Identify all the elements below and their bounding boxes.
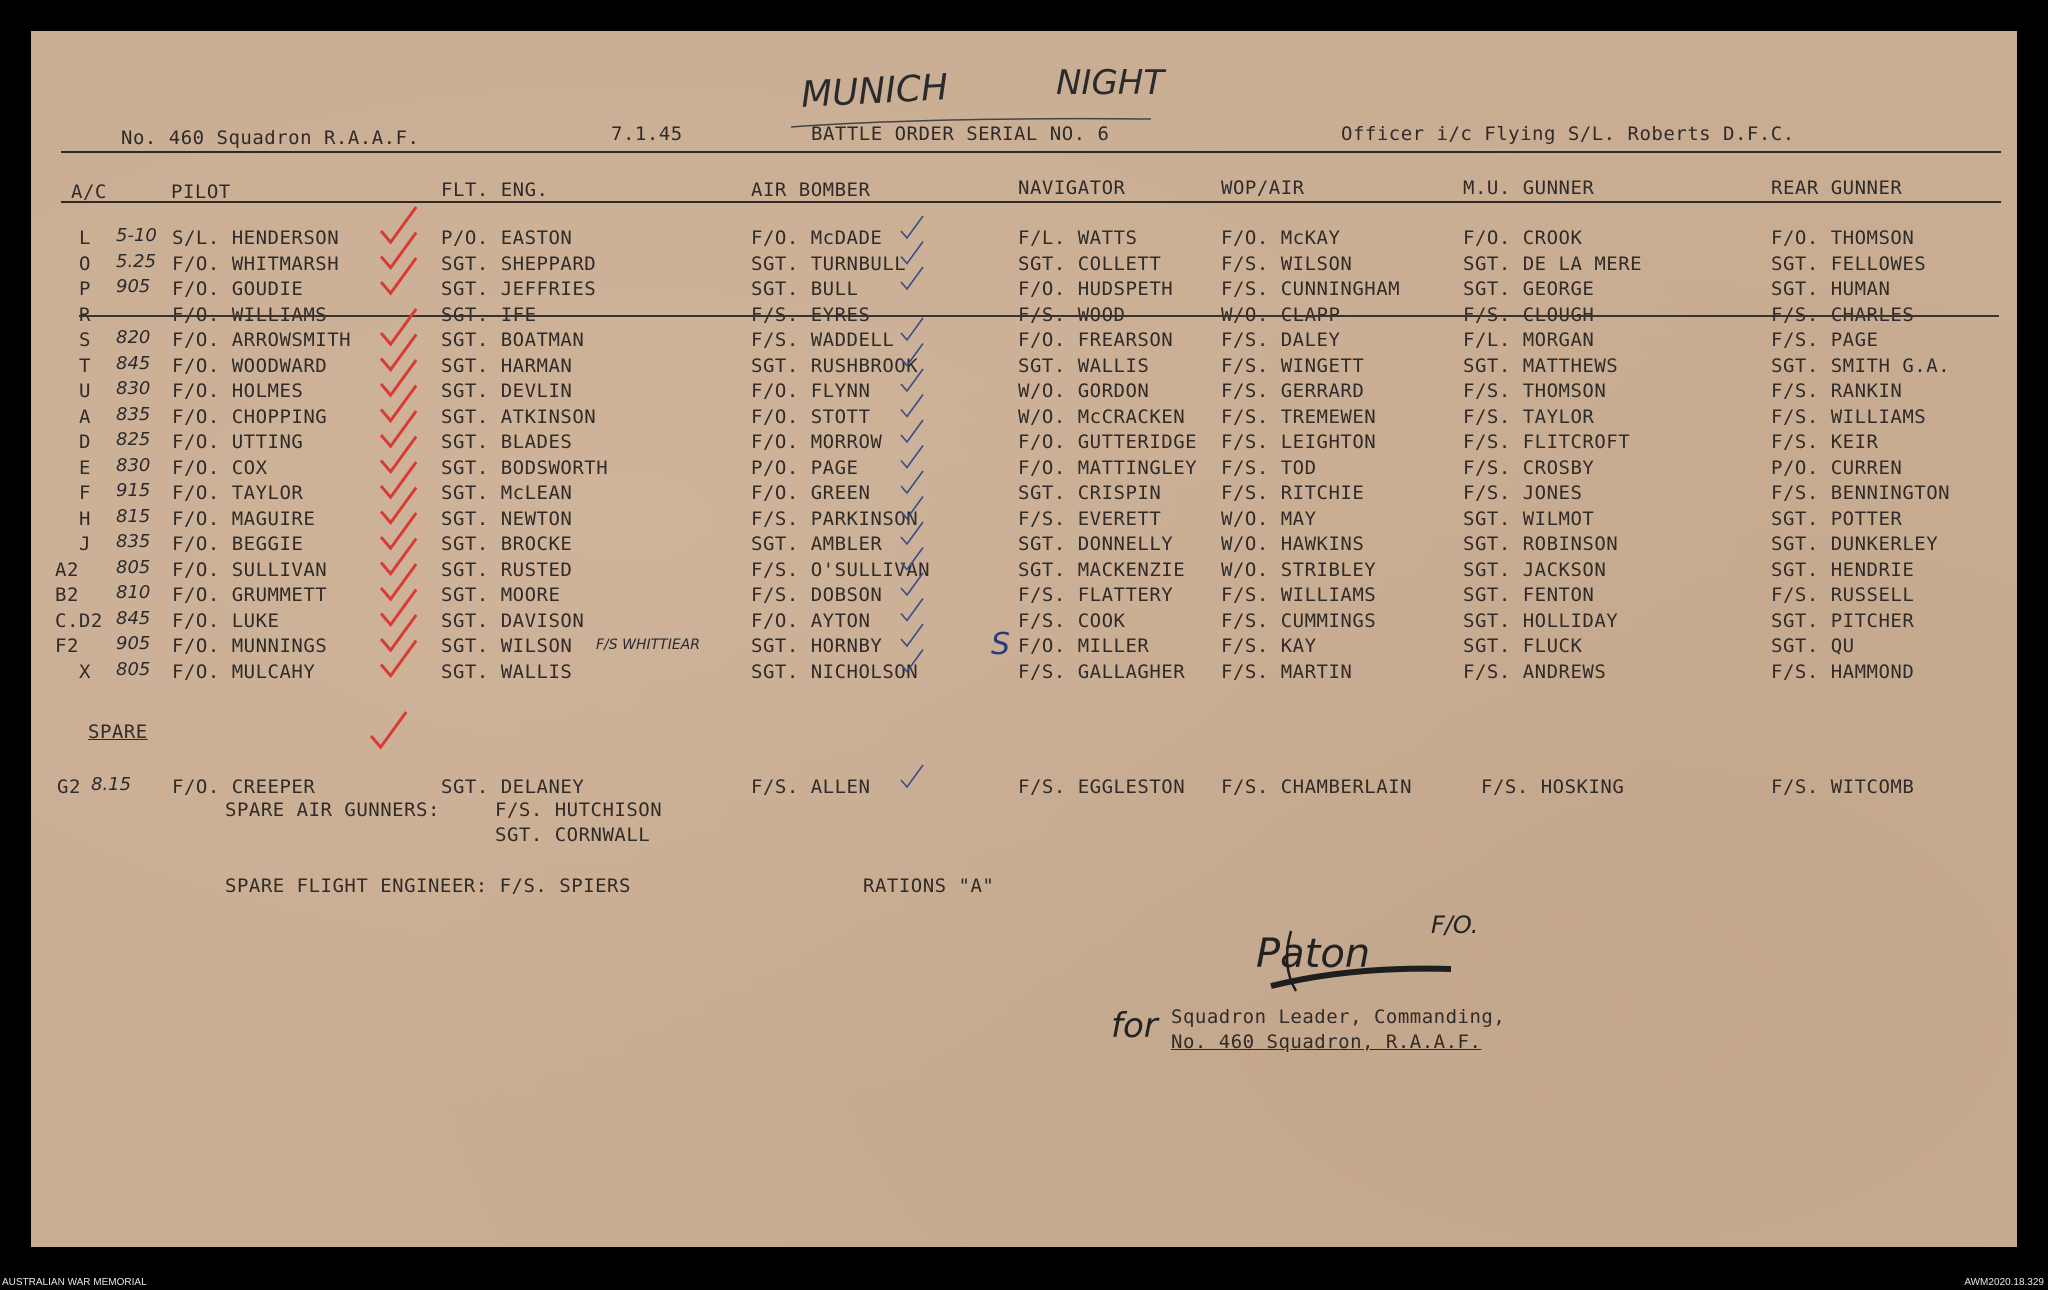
navigator: F/O. MILLER [1018,635,1150,657]
takeoff-time: 830 [116,454,151,476]
rear-gunner: SGT. PITCHER [1771,609,1915,632]
pilot: F/O. WHITMARSH [172,252,340,275]
navigator: SGT. CRISPIN [1018,482,1162,504]
spare-pilot: F/O. CREEPER [172,776,316,798]
wop-air: F/S. DALEY [1221,329,1341,351]
rear-gunner: F/S. CHARLES [1771,303,1915,326]
takeoff-time: 835 [116,403,151,425]
flight-engineer: SGT. DEVLIN [441,380,573,402]
mu-gunner: F/S. CLOUGH [1463,303,1595,326]
tick-mark [901,573,923,595]
signature-name: Paton [1256,931,1371,977]
air-bomber: SGT. AMBLER [751,533,883,555]
pilot: S/L. HENDERSON [172,227,340,249]
title-underline [791,119,1151,127]
navigator: F/S. WOOD [1018,303,1126,326]
signature-flourish [1271,969,1451,986]
wop-air: W/O. MAY [1221,507,1317,530]
navigator: F/S. FLATTERY [1018,584,1174,606]
wop-air: F/S. GERRARD [1221,380,1365,402]
wop-air: F/S. WILSON [1221,252,1353,275]
rear-gunner: F/S. KEIR [1771,431,1879,453]
air-bomber: F/O. STOTT [751,405,871,428]
rear-gunner: F/S. HAMMOND [1771,660,1915,683]
signature-title-line2: No. 460 Squadron, R.A.A.F. [1171,1031,1482,1053]
aircraft-letter: R [79,303,91,326]
takeoff-time: 820 [116,327,151,348]
takeoff-time: 830 [116,378,151,399]
spare-gunners-label: SPARE AIR GUNNERS: [225,799,440,821]
aircraft-letter: O [79,252,91,275]
navigator: F/O. GUTTERIDGE [1018,431,1198,453]
air-bomber: F/O. McDADE [751,227,883,249]
air-bomber: P/O. PAGE [751,456,859,479]
officer-in-charge: Officer i/c Flying S/L. Roberts D.F.C. [1341,123,1795,145]
wop-air: F/S. CUMMINGS [1221,609,1377,632]
flight-engineer: SGT. HARMAN [441,354,573,377]
air-bomber: F/O. GREEN [751,482,871,504]
spare-flight-engineer: SPARE FLIGHT ENGINEER: F/S. SPIERS [225,875,631,897]
aircraft-letter: A2 [55,558,79,581]
takeoff-time: 845 [116,352,151,374]
flight-engineer: SGT. BROCKE [441,533,573,555]
signature-prefix: for [1111,1006,1158,1046]
mu-gunner: F/S. CROSBY [1463,456,1595,479]
order-date: 7.1.45 [611,123,683,145]
air-bomber: SGT. RUSHBROOK [751,354,919,377]
aircraft-letter: A [79,405,91,428]
rear-gunner: SGT. POTTER [1771,507,1903,530]
handwritten-title-city: MUNICH [800,67,950,116]
col-air-bomber: AIR BOMBER [751,179,871,201]
takeoff-time: 815 [116,505,151,527]
footer-accession: AWM2020.18.329 [1964,1277,2044,1288]
tick-mark [901,497,923,519]
tick-mark [371,712,406,747]
mu-gunner: SGT. WILMOT [1463,507,1595,530]
aircraft-letter: F2 [55,635,79,657]
aircraft-letter: D [79,431,91,453]
pilot: F/O. ARROWSMITH [172,329,352,351]
mu-gunner: F/O. CROOK [1463,227,1583,249]
col-rear-gunner: REAR GUNNER [1771,177,1903,199]
flight-engineer: SGT. WILSON [441,635,573,657]
air-bomber: SGT. HORNBY [751,635,883,657]
tick-mark [901,267,923,289]
flight-engineer: SGT. BLADES [441,431,573,453]
rear-gunner: F/S. RANKIN [1771,380,1903,402]
col-navigator: NAVIGATOR [1018,177,1126,199]
wop-air: F/S. CUNNINGHAM [1221,278,1401,300]
navigator: F/S. COOK [1018,609,1126,632]
spare-wop-air: F/S. CHAMBERLAIN [1221,776,1413,798]
mu-gunner: SGT. FLUCK [1463,635,1583,657]
bomber-handwritten-note: S [991,627,1011,662]
air-bomber: F/O. MORROW [751,431,883,453]
tick-mark [901,446,923,468]
aircraft-letter: U [79,380,91,402]
flight-engineer: SGT. McLEAN [441,482,573,504]
air-bomber: F/S. O'SULLIVAN [751,558,931,581]
air-bomber: F/S. EYRES [751,303,871,326]
aircraft-letter: P [79,278,91,300]
rear-gunner: F/S. RUSSELL [1771,584,1915,606]
mu-gunner: SGT. ROBINSON [1463,533,1619,555]
handwritten-title-time: NIGHT [1056,63,1165,103]
mu-gunner: F/S. ANDREWS [1463,660,1607,683]
mu-gunner: SGT. GEORGE [1463,278,1595,300]
tick-mark [901,599,923,621]
aircraft-letter: E [79,456,91,479]
navigator: SGT. MACKENZIE [1018,558,1186,581]
pilot: F/O. TAYLOR [172,482,304,504]
flight-engineer: SGT. NEWTON [441,507,573,530]
aircraft-letter: C.D2 [55,609,103,632]
pilot: F/O. CHOPPING [172,405,328,428]
spare-air-bomber: F/S. ALLEN [751,776,871,798]
air-bomber: SGT. NICHOLSON [751,660,919,683]
takeoff-time: 805 [116,658,151,680]
rear-gunner: SGT. QU [1771,635,1855,657]
wop-air: W/O. STRIBLEY [1221,558,1377,581]
col-wop-air: WOP/AIR [1221,177,1305,199]
takeoff-time: 845 [116,607,151,629]
air-bomber: F/S. PARKINSON [751,507,919,530]
tick-mark [901,344,923,366]
mu-gunner: SGT. HOLLIDAY [1463,609,1619,632]
tick-mark [901,522,923,544]
pilot: F/O. MULCAHY [172,660,316,683]
col-pilot: PILOT [171,181,231,203]
aircraft-letter: S [79,329,91,351]
engineer-handwritten-note: F/S WHITTIEAR [596,637,700,653]
rear-gunner: F/O. THOMSON [1771,227,1915,249]
rear-gunner: F/S. WILLIAMS [1771,405,1927,428]
footer-credit: AUSTRALIAN WAR MEMORIAL [2,1277,147,1288]
navigator: F/O. FREARSON [1018,329,1174,351]
flight-engineer: SGT. BODSWORTH [441,456,609,479]
tick-mark [901,242,923,264]
pilot: F/O. GRUMMETT [172,584,328,606]
wop-air: F/S. KAY [1221,635,1317,657]
spare-gunner-1: F/S. HUTCHISON [495,799,663,821]
flight-engineer: SGT. RUSTED [441,558,573,581]
tick-mark [901,216,923,238]
air-bomber: F/O. FLYNN [751,380,871,402]
flight-engineer: SGT. MOORE [441,584,561,606]
aircraft-letter: F [79,482,91,504]
navigator: F/S. EVERETT [1018,507,1162,530]
aircraft-letter: H [79,507,91,530]
takeoff-time: 905 [116,633,151,654]
pilot: F/O. MAGUIRE [172,507,316,530]
mu-gunner: F/S. TAYLOR [1463,405,1595,428]
takeoff-time: 835 [116,531,151,552]
takeoff-time: 905 [116,276,151,297]
mu-gunner: SGT. MATTHEWS [1463,354,1619,377]
navigator: F/O. HUDSPETH [1018,278,1174,300]
air-bomber: F/S. WADDELL [751,329,895,351]
flight-engineer: SGT. JEFFRIES [441,278,597,300]
pilot: F/O. BEGGIE [172,533,304,555]
wop-air: F/S. MARTIN [1221,660,1353,683]
pilot: F/O. LUKE [172,609,280,632]
col-mu-gunner: M.U. GUNNER [1463,177,1595,199]
wop-air: F/O. McKAY [1221,227,1341,249]
signature-title-line1: Squadron Leader, Commanding, [1171,1006,1506,1028]
flight-engineer: SGT. SHEPPARD [441,252,597,275]
spare-takeoff-time: 8.15 [91,774,132,795]
pilot: F/O. COX [172,456,268,479]
rear-gunner: F/S. BENNINGTON [1771,482,1951,504]
rear-gunner: SGT. DUNKERLEY [1771,533,1939,555]
aircraft-letter: L [79,227,91,249]
rear-gunner: F/S. PAGE [1771,329,1879,351]
mu-gunner: F/S. FLITCROFT [1463,431,1631,453]
pilot: F/O. SULLIVAN [172,558,328,581]
navigator: F/S. GALLAGHER [1018,660,1186,683]
serial-label: BATTLE ORDER SERIAL NO. 6 [811,123,1110,145]
mu-gunner: SGT. DE LA MERE [1463,252,1643,275]
tick-mark [901,471,923,493]
rear-gunner: P/O. CURREN [1771,456,1903,479]
wop-air: F/S. WINGETT [1221,354,1365,377]
takeoff-time: 5-10 [116,225,157,246]
mu-gunner: F/S. THOMSON [1463,380,1607,402]
rear-gunner: SGT. HENDRIE [1771,558,1915,581]
mu-gunner: F/S. JONES [1463,482,1583,504]
rear-gunner: SGT. FELLOWES [1771,252,1927,275]
takeoff-time: 810 [116,582,151,603]
air-bomber: SGT. BULL [751,278,859,300]
pilot: F/O. UTTING [172,431,304,453]
aircraft-letter: T [79,354,91,377]
wop-air: F/S. RITCHIE [1221,482,1365,504]
tick-mark [381,207,416,242]
flight-engineer: SGT. ATKINSON [441,405,597,428]
signature-rank: F/O. [1431,911,1479,939]
flight-engineer: SGT. DAVISON [441,609,585,632]
air-bomber: F/O. AYTON [751,609,871,632]
spare-rear-gunner: F/S. WITCOMB [1771,776,1915,798]
pilot: F/O. MUNNINGS [172,635,328,657]
tick-mark [901,369,923,391]
navigator: W/O. GORDON [1018,380,1150,402]
pen-marks [31,31,2017,1247]
spare-mu-gunner: F/S. HOSKING [1481,776,1625,798]
flight-engineer: SGT. IFE [441,303,537,326]
spare-aircraft-letter: G2 [57,776,81,798]
flight-engineer: SGT. WALLIS [441,660,573,683]
takeoff-time: 805 [116,556,151,578]
navigator: SGT. COLLETT [1018,252,1162,275]
tick-mark [901,318,923,340]
navigator: SGT. DONNELLY [1018,533,1174,555]
aircraft-letter: J [79,533,91,555]
pilot: F/O. WILLIAMS [172,303,328,326]
air-bomber: SGT. TURNBULL [751,252,907,275]
squadron-label: No. 460 Squadron R.A.A.F. [121,127,420,149]
pilot: F/O. HOLMES [172,380,304,402]
navigator: F/O. MATTINGLEY [1018,456,1198,479]
takeoff-time: 915 [116,480,151,501]
battle-order-sheet [31,31,2017,1247]
tick-mark [901,765,923,787]
rations: RATIONS "A" [863,875,995,897]
rear-gunner: SGT. HUMAN [1771,278,1891,300]
tick-mark [901,650,923,672]
spare-label: SPARE [88,721,148,743]
pilot: F/O. GOUDIE [172,278,304,300]
wop-air: F/S. TOD [1221,456,1317,479]
aircraft-letter: B2 [55,584,79,606]
tick-mark [901,548,923,570]
mu-gunner: SGT. FENTON [1463,584,1595,606]
tick-mark [901,420,923,442]
mu-gunner: F/L. MORGAN [1463,329,1595,351]
tick-mark [901,395,923,417]
takeoff-time: 825 [116,429,151,450]
rear-gunner: SGT. SMITH G.A. [1771,354,1951,377]
wop-air: F/S. LEIGHTON [1221,431,1377,453]
col-ac: A/C [71,181,107,203]
spare-gunner-2: SGT. CORNWALL [495,824,651,846]
col-flt-eng: FLT. ENG. [441,179,549,201]
wop-air: F/S. TREMEWEN [1221,405,1377,428]
air-bomber: F/S. DOBSON [751,584,883,606]
takeoff-time: 5.25 [116,250,157,272]
aircraft-letter: X [79,660,91,683]
tick-mark [381,309,416,344]
mu-gunner: SGT. JACKSON [1463,558,1607,581]
navigator: SGT. WALLIS [1018,354,1150,377]
navigator: F/L. WATTS [1018,227,1138,249]
flight-engineer: P/O. EASTON [441,227,573,249]
pilot: F/O. WOODWARD [172,354,328,377]
navigator: W/O. McCRACKEN [1018,405,1186,428]
spare-navigator: F/S. EGGLESTON [1018,776,1186,798]
tick-mark [901,624,923,646]
wop-air: F/S. WILLIAMS [1221,584,1377,606]
wop-air: W/O. CLAPP [1221,303,1341,326]
flight-engineer: SGT. BOATMAN [441,329,585,351]
wop-air: W/O. HAWKINS [1221,533,1365,555]
tick-marks [371,207,923,787]
spare-flight-engineer: SGT. DELANEY [441,776,585,798]
